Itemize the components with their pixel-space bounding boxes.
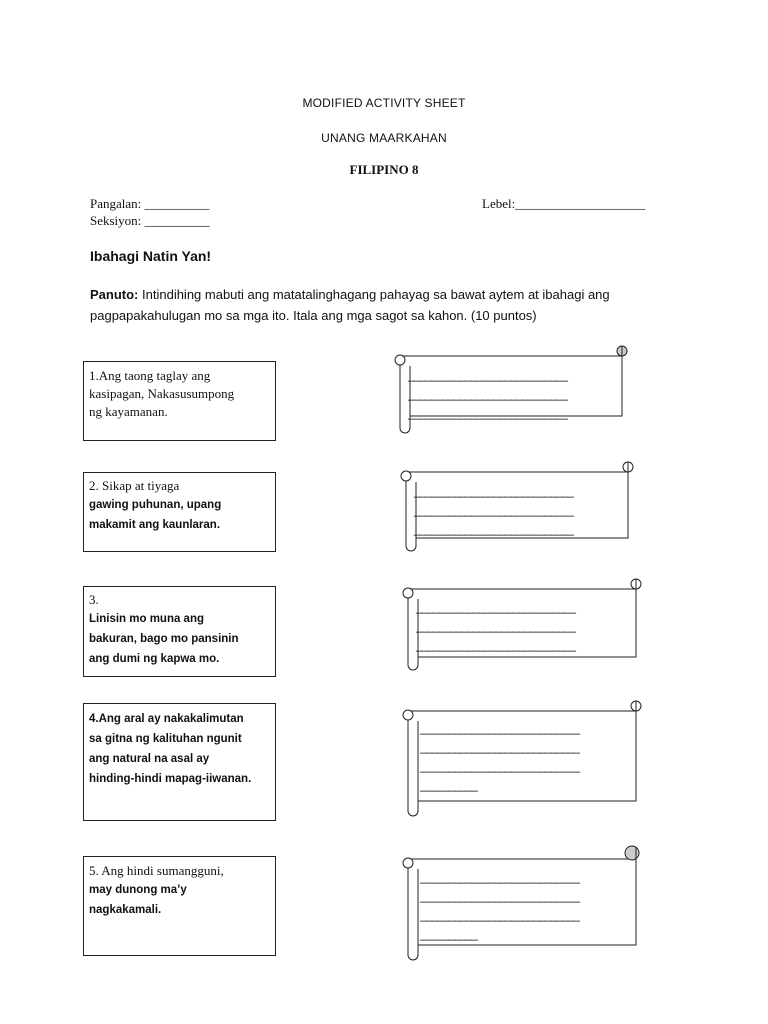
answer-scroll-5[interactable] — [398, 843, 642, 963]
answer-lines-5[interactable] — [420, 868, 579, 944]
answer-lines-3[interactable] — [416, 598, 575, 655]
item-5-line-3: nagkakamali. — [89, 904, 162, 916]
item-2-line-3: makamit ang kaunlaran. — [89, 519, 221, 531]
section-field[interactable]: Seksiyon: __________ — [90, 213, 210, 228]
answer-line: ____________________________ — [420, 908, 579, 922]
item-4-line-2: sa gitna ng kalituhan ngunit — [89, 733, 242, 745]
answer-line: ____________________________ — [408, 387, 567, 401]
answer-scroll-4[interactable] — [398, 697, 642, 821]
sheet-title: MODIFIED ACTIVITY SHEET — [302, 96, 466, 110]
instructions — [90, 284, 730, 326]
answer-line: ____________________________ — [414, 503, 573, 517]
item-1-line-3: ng kayamanan. — [89, 404, 168, 419]
answer-line-short: __________ — [420, 778, 477, 792]
answer-line: ____________________________ — [408, 406, 567, 420]
item-box-4 — [83, 703, 276, 821]
item-box-3 — [83, 586, 276, 677]
name-field[interactable]: Pangalan: __________ — [90, 196, 210, 211]
answer-line: ____________________________ — [420, 759, 579, 773]
answer-line: ____________________________ — [420, 889, 579, 903]
item-4-line-4: hinding-hindi mapag-iiwanan. — [89, 773, 252, 785]
answer-line: ____________________________ — [416, 600, 575, 614]
item-3-line-3: bakuran, bago mo pansinin — [89, 633, 239, 645]
item-5-line-1: 5. Ang hindi sumangguni, — [89, 863, 224, 878]
answer-lines-2[interactable] — [414, 482, 573, 539]
answer-line-short: __________ — [420, 927, 477, 941]
item-box-5 — [83, 856, 276, 956]
instructions-line-2: pagpapakahulugan mo sa mga ito. Itala ang mga sagot sa kahon. (10 puntos) — [90, 308, 537, 323]
answer-lines-1[interactable] — [408, 366, 567, 423]
answer-line: ____________________________ — [416, 619, 575, 633]
item-3-line-1: 3. — [89, 592, 99, 607]
answer-line: ____________________________ — [420, 740, 579, 754]
instructions-line-1: Intindihing mabuti ang matatalinghagang pahayag sa bawat aytem at ibahagi ang — [142, 287, 610, 302]
item-2-line-1: 2. Sikap at tiyaga — [89, 478, 180, 493]
answer-line: ____________________________ — [414, 522, 573, 536]
answer-scroll-2[interactable] — [396, 460, 640, 552]
answer-scroll-1[interactable] — [390, 344, 634, 436]
item-4-line-3: ang natural na asal ay — [89, 753, 210, 765]
answer-line: ____________________________ — [414, 484, 573, 498]
quarter-title: UNANG MAARKAHAN — [321, 131, 447, 145]
answer-line: ____________________________ — [420, 721, 579, 735]
item-box-1 — [83, 361, 276, 441]
subject-title: FILIPINO 8 — [349, 162, 419, 177]
instructions-label: Panuto: — [90, 287, 139, 302]
answer-line: ____________________________ — [416, 638, 575, 652]
item-5-line-2: may dunong ma’y — [89, 884, 187, 896]
item-3-line-4: ang dumi ng kapwa mo. — [89, 653, 220, 665]
answer-lines-4[interactable] — [420, 719, 579, 795]
item-4-line-1: 4.Ang aral ay nakakalimutan — [89, 713, 244, 725]
answer-line: ____________________________ — [408, 368, 567, 382]
answer-line: ____________________________ — [420, 870, 579, 884]
item-1-line-2: kasipagan, Nakasusumpong — [89, 386, 235, 401]
level-field[interactable]: Lebel:____________________ — [482, 196, 646, 211]
item-box-2 — [83, 472, 276, 552]
item-2-line-2: gawing puhunan, upang — [89, 499, 222, 511]
section-heading: Ibahagi Natin Yan! — [90, 248, 212, 264]
item-1-line-1: 1.Ang taong taglay ang — [89, 368, 211, 383]
item-3-line-2: Linisin mo muna ang — [89, 613, 205, 625]
answer-scroll-3[interactable] — [398, 577, 642, 672]
